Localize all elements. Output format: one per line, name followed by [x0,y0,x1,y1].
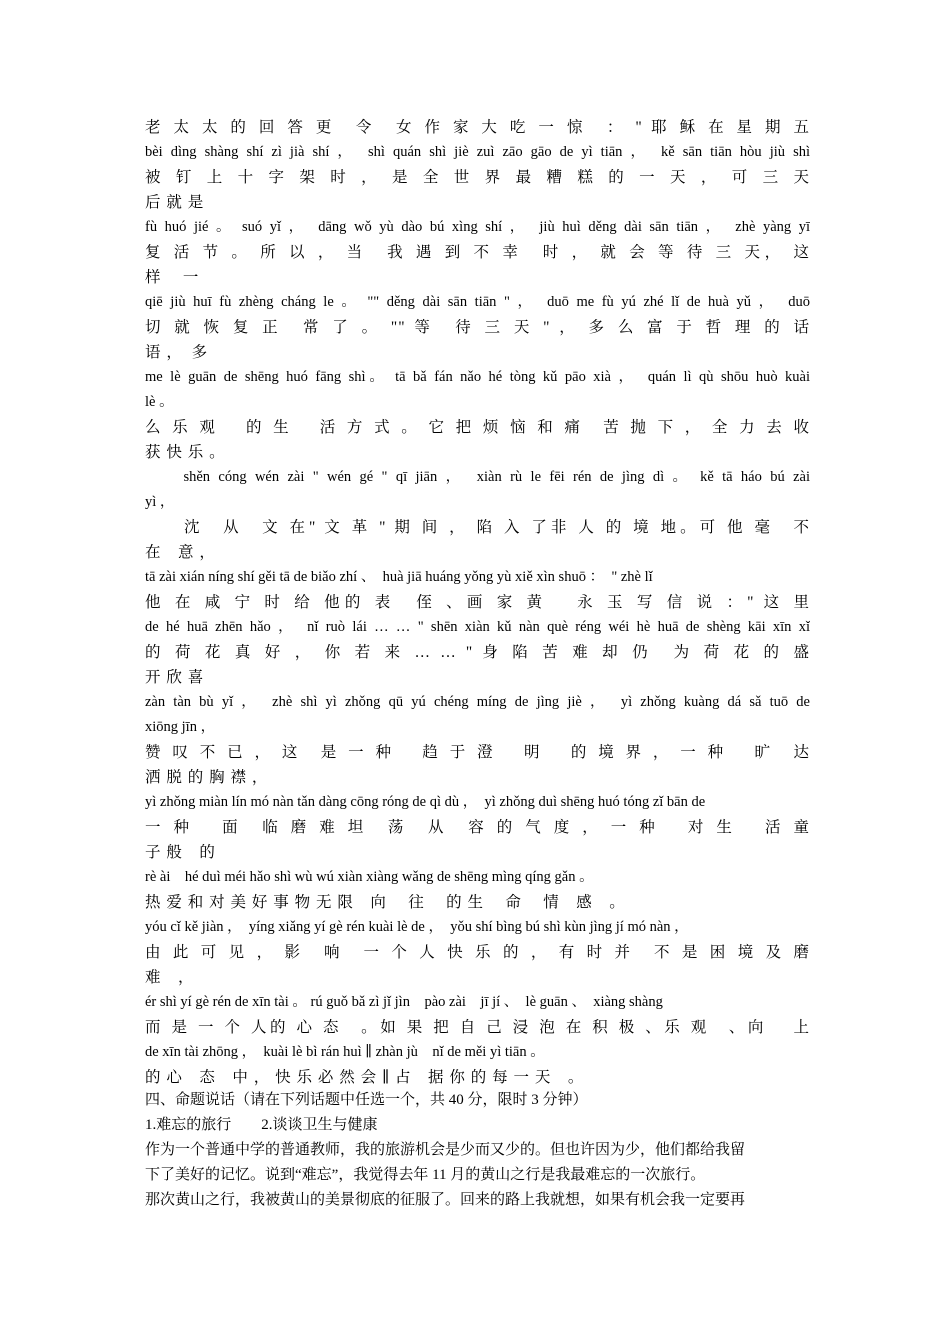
text-line: 在 意 ， [145,544,216,561]
pinyin-line: de xīn tài zhōng ， kuài lè bì rán huì ∥ zhàn jù nǐ de měi yì tiān 。 [145,1044,545,1060]
pinyin-line: xiōng jīn ， [145,719,216,735]
text-line: 而 是 一 个 人的 心 态 。如 果 把 自 己 浸 泡 在 积 极 、乐 观 、向 上 [145,1019,810,1036]
pinyin-line: yì ， [145,494,175,510]
pinyin-line: yì zhǒng miàn lín mó nàn tǎn dàng cōng róng de qì dù ， yì zhǒng duì shēng huó tóng zǐ bān de [145,794,706,810]
pinyin-line: yóu cǐ kě jiàn ， yíng xiǎng yí gè rén kuài lè de ， yǒu shí bìng bú shì kùn jìng jí mó nàn ， [145,919,689,935]
text-line: 的 心 态 中 ， 快 乐 必 然 会 ∥ 占 据 你 的 每 一 天 。 [145,1069,585,1086]
text-line: 复 活 节 。 所 以 ， 当 我 遇 到 不 幸 时 ， 就 会 等 待 三 天， 这 [145,244,810,261]
body-paragraph-line: 下了美好的记忆。说到“难忘”，我觉得去年 11 月的黄山之行是我最难忘的一次旅行。 [145,1167,706,1183]
text-line: 获 快 乐 。 [145,444,226,461]
text-line: 开 欣 喜 [145,669,205,686]
text-line: 由 此 可 见 ， 影 响 一 个 人 快 乐 的 ， 有 时 并 不 是 困 境 及 磨 [145,944,810,961]
pinyin-line: tā zài xián níng shí gěi tā de biǎo zhí 、 huà jiā huáng yǒng yù xiě xìn shuō ： " zhè lǐ [145,569,653,585]
pinyin-line: zàn tàn bù yǐ ， zhè shì yì zhǒng qū yú chéng míng de jìng jiè ， yì zhǒng kuàng dá sǎ tuō de [145,694,810,710]
topic-options: 1.难忘的旅行 2.谈谈卫生与健康 [145,1117,378,1133]
text-line: 老 太 太 的 回 答 更 令 女 作 家 大 吃 一 惊 ： " 耶 稣 在 星 期 五 [145,119,810,136]
body-paragraph-line: 作为一个普通中学的普通教师，我的旅游机会是少而又少的。但也许因为少，他们都给我留 [145,1142,746,1158]
text-line: 洒 脱 的 胸 襟 ， [145,769,269,786]
text-line: 一 种 面 临 磨 难 坦 荡 从 容 的 气 度 ， 一 种 对 生 活 童 [145,819,810,836]
text-line: 热 爱 和 对 美 好 事 物 无 限 向 往 的 生 命 情 感 。 [145,894,626,911]
pinyin-line: rè ài hé duì méi hǎo shì wù wú xiàn xiàng wǎng de shēng mìng qíng gǎn 。 [145,869,594,885]
section-heading: 四、命题说话（请在下列话题中任选一个，共 40 分，限时 3 分钟） [145,1092,588,1108]
text-line: 切 就 恢 复 正 常 了 。 "" 等 待 三 天 " ， 多 么 富 于 哲 理 的 话 [145,319,810,336]
text-line: 语 ， 多 [145,344,209,361]
text-line: 的 荷 花 真 好 ， 你 若 来 … … " 身 陷 苦 难 却 仍 为 荷 花 的 盛 [145,644,810,661]
pinyin-line: me lè guān de shēng huó fāng shì。 tā bǎ fán nǎo hé tòng kǔ pāo xià ， quán lì qù shōu huò kuài [145,369,810,385]
text-line: 赞 叹 不 已 ， 这 是 一 种 趋 于 澄 明 的 境 界 ， 一 种 旷 达 [145,744,810,761]
pinyin-line: lè 。 [145,394,174,410]
text-line: 子 般 的 [145,844,216,861]
text-line: 么 乐 观 的 生 活 方 式 。 它 把 烦 恼 和 痛 苦 抛 下 ， 全 力 去 收 [145,419,810,436]
pinyin-line: de hé huā zhēn hǎo ， nǐ ruò lái … … " shēn xiàn kǔ nàn què réng wéi hè huā de shèng kāi xīn xǐ [145,619,810,635]
text-line: 后 就 是 [145,194,205,211]
pinyin-line: bèi dìng shàng shí zì jià shí ， shì quán shì jiè zuì zāo gāo de yì tiān ， kě sān tiān hòu jiù shì [145,144,810,160]
pinyin-line: ér shì yí gè rén de xīn tài 。 rú guǒ bǎ zì jǐ jìn pào zài jī jí 、 lè guān 、 xiàng shàng [145,994,663,1010]
pinyin-line: fù huó jié 。 suó yǐ ， dāng wǒ yù dào bú xìng shí ， jiù huì děng dài sān tiān ， zhè yàng yī [145,219,810,235]
text-line: 样 一 [145,269,200,286]
text-line: 难 ， [145,969,195,986]
text-line: 他 在 咸 宁 时 给 他的 表 侄 、画 家 黄 永 玉 写 信 说 ：" 这 里 [145,594,810,611]
body-paragraph-line: 那次黄山之行，我被黄山的美景彻底的征服了。回来的路上我就想，如果有机会我一定要再 [145,1192,746,1208]
pinyin-line: shěn cóng wén zài " wén gé " qī jiān ， xiàn rù le fēi rén de jìng dì 。 kě tā háo bú zài [145,469,810,485]
pinyin-line: qiē jiù huī fù zhèng cháng le 。 "" děng dài sān tiān " ， duō me fù yú zhé lǐ de huà yǔ ， duō [145,294,810,310]
text-line: 沈 从 文 在" 文 革 " 期 间 ， 陷 入 了非 人 的 境 地。可 他 毫 不 [145,519,810,536]
text-line: 被 钉 上 十 字 架 时 ， 是 全 世 界 最 糟 糕 的 一 天 ， 可 三 天 [145,169,810,186]
